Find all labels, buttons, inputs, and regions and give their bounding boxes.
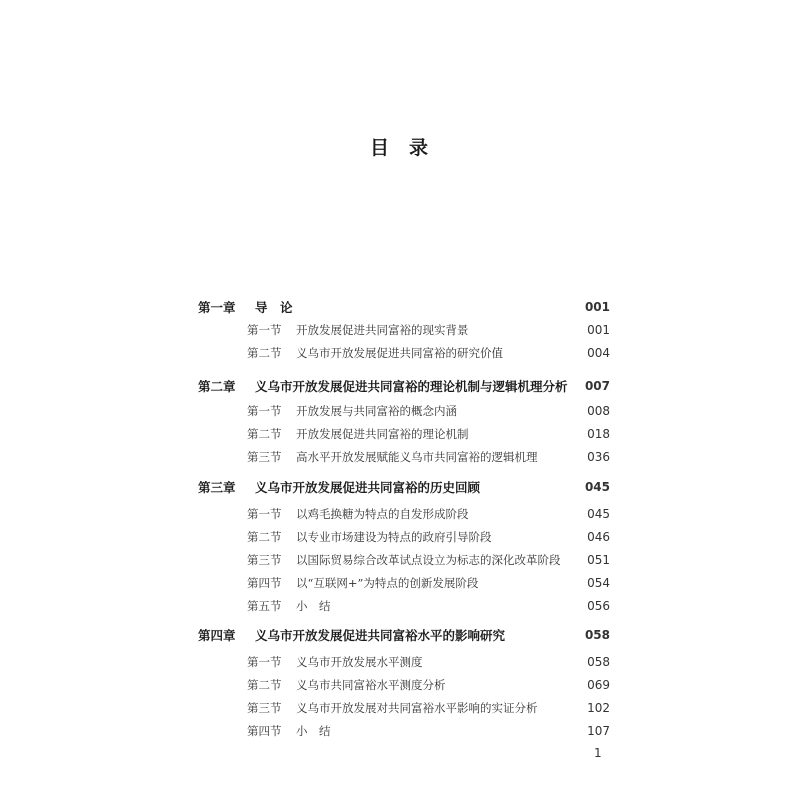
section-page: 054 [587,575,610,590]
section-page: 058 [587,654,610,669]
toc-title [0,133,800,160]
chapter-title: 义乌市开放发展促进共同富裕的理论机制与逻辑机理分析 [255,378,568,394]
section-title: 开放发展促进共同富裕的现实背景 [296,322,469,337]
section-title: 以鸡毛换糖为特点的自发形成阶段 [296,506,469,521]
section-title: 开放发展与共同富裕的概念内涵 [296,403,457,418]
chapter-number: 第三章 [198,479,236,495]
toc-section[interactable] [198,525,610,548]
section-number: 第四节 [247,575,282,590]
chapter-title: 导 论 [255,299,293,315]
section-number: 第五节 [247,598,282,613]
section-title: 以专业市场建设为特点的政府引导阶段 [296,529,492,544]
section-page: 004 [587,345,610,360]
section-number: 第一节 [247,403,282,418]
section-page: 001 [587,322,610,337]
toc-section[interactable] [198,673,610,696]
section-page: 102 [587,700,610,715]
section-number: 第三节 [247,449,282,464]
section-number: 第二节 [247,677,282,692]
chapter-title: 义乌市开放发展促进共同富裕的历史回顾 [255,479,481,495]
section-page: 107 [587,723,610,738]
chapter-number: 第一章 [198,299,236,315]
toc-section[interactable] [198,719,610,742]
chapter-title: 义乌市开放发展促进共同富裕水平的影响研究 [255,627,506,643]
chapter-page: 007 [584,378,610,393]
section-number: 第一节 [247,654,282,669]
section-page: 008 [587,403,610,418]
section-page: 056 [587,598,610,613]
toc-title-char-2: 录 [409,137,431,159]
chapter-page: 001 [584,299,610,314]
section-number: 第三节 [247,700,282,715]
toc-chapter-4[interactable] [198,623,610,646]
section-title: 小 结 [296,598,331,613]
section-title: 开放发展促进共同富裕的理论机制 [296,426,469,441]
chapter-number: 第四章 [198,627,236,643]
toc-section[interactable] [198,445,610,468]
section-page: 046 [587,529,610,544]
page-number: 1 [594,746,602,760]
section-page: 045 [587,506,610,521]
section-number: 第三节 [247,552,282,567]
section-title: 以国际贸易综合改革试点设立为标志的深化改革阶段 [296,552,561,567]
section-title: 义乌市开放发展水平测度 [296,654,423,669]
section-title: 以“互联网+”为特点的创新发展阶段 [296,575,479,590]
toc-section[interactable] [198,696,610,719]
toc-title-char-1: 目 [369,137,391,159]
toc-section[interactable] [198,594,610,617]
section-number: 第一节 [247,322,282,337]
section-number: 第四节 [247,723,282,738]
toc-section[interactable] [198,399,610,422]
section-page: 069 [587,677,610,692]
toc-section[interactable] [198,650,610,673]
section-number: 第二节 [247,345,282,360]
section-title: 高水平开放发展赋能义乌市共同富裕的逻辑机理 [296,449,538,464]
chapter-page: 045 [584,479,610,494]
toc-section[interactable] [198,318,610,341]
section-number: 第二节 [247,529,282,544]
chapter-spacer [198,364,610,374]
toc-section[interactable] [198,502,610,525]
section-number: 第二节 [247,426,282,441]
toc-section[interactable] [198,571,610,594]
toc-section[interactable] [198,422,610,445]
section-title: 义乌市开放发展促进共同富裕的研究价值 [296,345,503,360]
section-page: 036 [587,449,610,464]
toc-section[interactable] [198,548,610,571]
section-title: 小 结 [296,723,331,738]
section-page: 018 [587,426,610,441]
toc-chapter-3[interactable] [198,475,610,498]
section-page: 051 [587,552,610,567]
table-of-contents [198,295,610,742]
chapter-spacer [198,468,610,475]
toc-chapter-1[interactable] [198,295,610,318]
chapter-page: 058 [584,627,610,642]
section-title: 义乌市共同富裕水平测度分析 [296,677,446,692]
toc-chapter-2[interactable] [198,374,610,397]
toc-section[interactable] [198,341,610,364]
section-number: 第一节 [247,506,282,521]
chapter-number: 第二章 [198,378,236,394]
section-title: 义乌市开放发展对共同富裕水平影响的实证分析 [296,700,538,715]
